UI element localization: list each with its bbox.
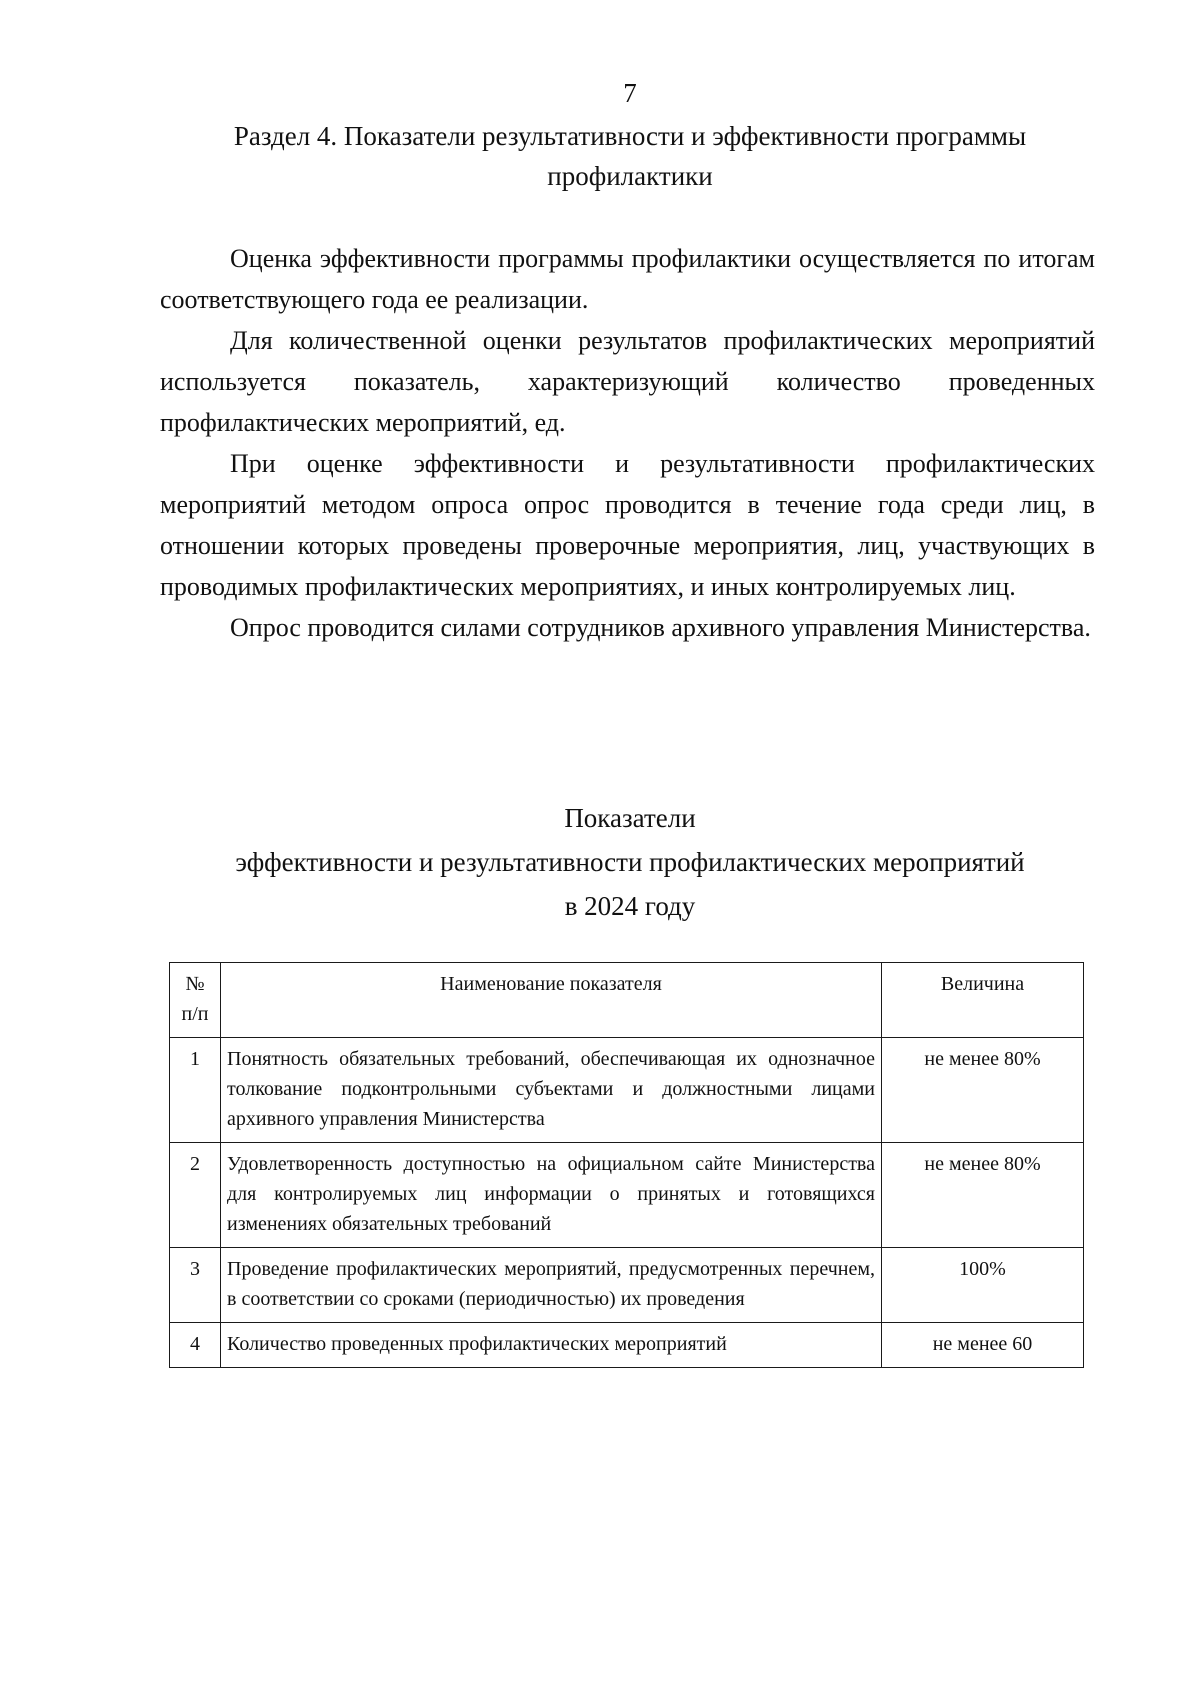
- indicators-table: [169, 962, 1084, 1368]
- table-row: [170, 1038, 1084, 1143]
- row-number: 3: [170, 1248, 221, 1323]
- paragraph: Опрос проводится силами сотрудников архивного управления Министерства.: [230, 613, 1091, 642]
- header-name: Наименование показателя: [221, 963, 882, 1038]
- row-name: Количество проведенных профилактических мероприятий: [221, 1323, 882, 1368]
- table-row: [170, 1248, 1084, 1323]
- row-value: не менее 80%: [882, 1038, 1084, 1143]
- paragraph: Для количественной оценки результатов профилактических мероприятий используется показатель, характеризующий количество проведенных профилактических мероприятий, ед.: [160, 326, 1095, 437]
- row-name: Понятность обязательных требований, обеспечивающая их однозначное толкование подконтрольными субъектами и должностными лицами архивного управления Министерства: [221, 1038, 882, 1143]
- table-title-line: эффективности и результативности профилактических мероприятий: [235, 847, 1025, 877]
- page-number: 7: [623, 78, 637, 108]
- header-number: [170, 963, 221, 1038]
- row-name: Проведение профилактических мероприятий, предусмотренных перечнем, в соответствии со сроками (периодичностью) их проведения: [221, 1248, 882, 1323]
- row-value: не менее 60: [882, 1323, 1084, 1368]
- table-header-row: [170, 963, 1084, 1038]
- section-title: Раздел 4. Показатели результативности и эффективности программы профилактики: [233, 121, 1027, 191]
- row-number: 4: [170, 1323, 221, 1368]
- table-title: [150, 796, 1110, 928]
- table-row: [170, 1323, 1084, 1368]
- row-number: 2: [170, 1143, 221, 1248]
- row-value: 100%: [882, 1248, 1084, 1323]
- header-number-sign: №: [185, 973, 205, 995]
- header-number-abbr: п/п: [181, 1003, 209, 1025]
- row-number: 1: [170, 1038, 221, 1143]
- body-text: [160, 238, 1095, 648]
- table-title-line: в 2024 году: [564, 891, 696, 921]
- header-value: Величина: [882, 963, 1084, 1038]
- table-row: [170, 1143, 1084, 1248]
- paragraph: Оценка эффективности программы профилактики осуществляется по итогам соответствующего года ее реализации.: [160, 244, 1095, 314]
- row-name: Удовлетворенность доступностью на официальном сайте Министерства для контролируемых лиц информации о принятых и готовящихся изменениях обязательных требований: [221, 1143, 882, 1248]
- row-value: не менее 80%: [882, 1143, 1084, 1248]
- table-title-line: Показатели: [564, 803, 696, 833]
- paragraph: При оценке эффективности и результативности профилактических мероприятий методом опроса опрос проводится в течение года среди лиц, в отношении которых проведены проверочные мероприятия, лиц, участвующих в проводимых профилактических мероприятиях, и иных контролируемых лиц.: [160, 449, 1095, 601]
